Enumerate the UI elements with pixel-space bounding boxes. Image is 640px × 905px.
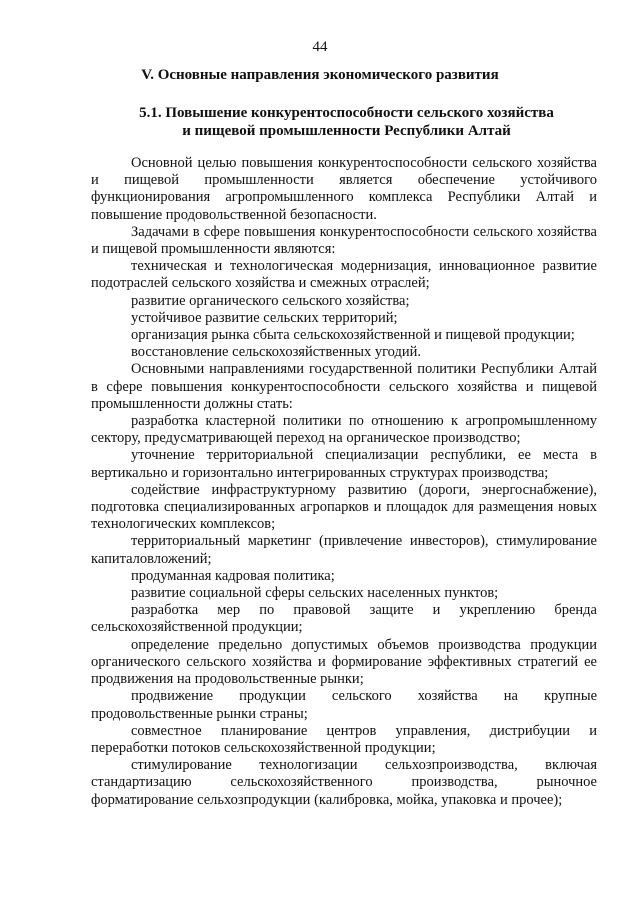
list-item: развитие социальной сферы сельских населенных пунктов; <box>131 585 499 602</box>
list-item: совместное планирование центров управления, дистрибуции и переработки потоков сельскохозяйственной продукции; <box>91 722 597 756</box>
subsection-title-line-1: 5.1. Повышение конкурентоспособности сельского хозяйства <box>139 105 554 121</box>
paragraph: Задачами в сфере повышения конкурентоспособности сельского хозяйства и пищевой промышленности являются: <box>91 223 597 258</box>
list-item: определение предельно допустимых объемов производства продукции органического сельского хозяйства и формирование эффективных стратегий ее продвижения на продовольственные рынки; <box>91 636 597 688</box>
list-item: уточнение территориальной специализации республики, ее места в вертикально и горизонтально интегрированных структурах производства; <box>91 447 597 481</box>
list-item: содействие инфраструктурному развитию (дороги, энергоснабжение), подготовка специализированных агропарков и площадок для размещения новых технологических комплексов; <box>91 481 597 533</box>
section-title: V. Основные направления экономического развития <box>141 67 499 83</box>
list-item: устойчивое развитие сельских территорий; <box>131 309 398 326</box>
list-item: техническая и технологическая модернизация, инновационное развитие подотраслей сельского хозяйства и смежных отраслей; <box>91 258 597 292</box>
list-item: продвижение продукции сельского хозяйства на крупные продовольственные рынки страны; <box>91 688 597 722</box>
paragraph: Основными направлениями государственной политики Республики Алтай в сфере повышения конкурентоспособности сельского хозяйства и пищевой промышленности должны стать: <box>91 361 597 412</box>
list-item: территориальный маркетинг (привлечение инвесторов), стимулирование капиталовложений; <box>91 533 597 567</box>
paragraph: Основной целью повышения конкурентоспособности сельского хозяйства и пищевой промышленности является обеспечение устойчивого функционирования агропромышленного комплекса Республики Алтай и повышение продовольственной безопасности. <box>91 155 597 223</box>
page-number: 44 <box>312 39 328 55</box>
list-item: стимулирование технологизации сельхозпроизводства, включая стандартизацию сельскохозяйственного производства, рыночное форматирование сельхозпродукции (калибровка, мойка, упаковка и прочее); <box>91 757 597 808</box>
list-item: развитие органического сельского хозяйства; <box>131 292 410 309</box>
list-item: разработка мер по правовой защите и укреплению бренда сельскохозяйственной продукции; <box>91 602 597 636</box>
list-item: восстановление сельскохозяйственных угодий. <box>131 344 422 361</box>
subsection-title <box>96 104 597 140</box>
body-text <box>91 155 597 809</box>
subsection-title-line-2: и пищевой промышленности Республики Алтай <box>182 123 511 139</box>
list-item: продуманная кадровая политика; <box>131 567 335 584</box>
list-item: разработка кластерной политики по отношению к агропромышленному сектору, предусматривающей переход на органическое производство; <box>91 413 597 447</box>
list-item: организация рынка сбыта сельскохозяйственной и пищевой продукции; <box>131 327 575 344</box>
